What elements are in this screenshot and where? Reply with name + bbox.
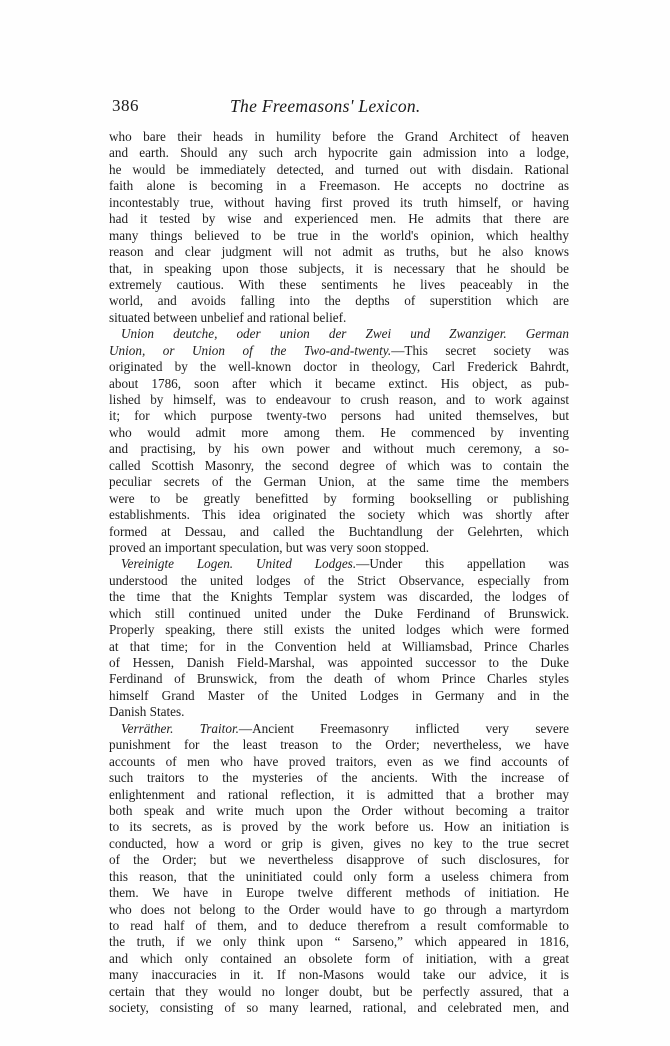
text-line: proved an important speculation, but was very soon stopped. [109, 539, 430, 555]
text-line: had it tested by wise and experienced men. He admits that there are [109, 211, 569, 227]
entry-headword: Union deutche, oder union der Zwei und Zwanziger. German [121, 326, 569, 342]
text-line: and which only contained an obsolete form of initiation, with a great [109, 950, 569, 966]
text-line: himself Grand Master of the United Lodges in Germany and in the [109, 687, 569, 703]
text-line: conducted, how a word or grip is given, gives no key to the true secret [109, 835, 569, 851]
text-line [109, 556, 569, 572]
text-line: world, and avoids falling into the depths of superstition which are [109, 293, 569, 309]
page-number: 386 [112, 96, 139, 115]
text-line: originated by the well-known doctor in theology, Carl Frederick Bahrdt, [109, 359, 569, 375]
text-line: incontestably true, without having first proved its truth himself, or having [109, 194, 569, 210]
running-head [112, 96, 572, 120]
text-line: he would be immediately detected, and turned out with disdain. Rational [109, 161, 569, 177]
text-line: society, consisting of so many learned, rational, and celebrated men, and [109, 1000, 569, 1016]
text-line: accounts of men who have proved traitors, even as we find accounts of [109, 753, 569, 769]
text-line: were to be greatly benefitted by forming bookselling or publishing [109, 490, 569, 506]
text-line: it; for which purpose twenty-two persons had united themselves, but [109, 408, 569, 424]
text-line: who would admit more among them. He commenced by inventing [109, 424, 569, 440]
text-line: understood the united lodges of the Strict Observance, especially from [109, 572, 569, 588]
text-line: Danish States. [109, 704, 185, 720]
text-line [109, 326, 569, 342]
text-line: punishment for the least treason to the Order; nevertheless, we have [109, 737, 569, 753]
text-line: Properly speaking, there still exists the united lodges which were formed [109, 622, 569, 638]
text-line: reason and clear judgment will not admit as truths, but he also knows [109, 244, 569, 260]
text-line: many things believed to be true in the world's opinion, which healthy [109, 227, 569, 243]
text-line: them. We have in Europe twelve different methods of initiation. He [109, 885, 569, 901]
text-line: formed at Dessau, and called the Buchtandlung der Gelehrten, which [109, 523, 569, 539]
paragraph-continuation [109, 129, 569, 326]
text-line: about 1786, soon after which it became extinct. His object, as pub- [109, 375, 569, 391]
text-line: of the Order; but we nevertheless disapprove of such disclosures, for [109, 852, 569, 868]
text-line: many inaccuracies in it. If non-Masons would take our advice, it is [109, 967, 569, 983]
entry-headword: Vereinigte Logen. United Lodges. [121, 556, 357, 572]
text-line: the time that the Knights Templar system was discarded, the lodges of [109, 589, 569, 605]
text-line: certain that they would no longer doubt, but be perfectly assured, that a [109, 983, 569, 999]
entry-text: —Under this appellation was [356, 556, 570, 572]
text-line: both speak and write much upon the Order without becoming a traitor [109, 802, 569, 818]
text-line: the truth, if we only think upon “ Sarseno,” which appeared in 1816, [109, 934, 569, 950]
text-line: situated between unbelief and rational belief. [109, 309, 347, 325]
text-line: and earth. Should any such arch hypocrite gain admission into a lodge, [109, 145, 569, 161]
text-line: that, in speaking upon those subjects, it is necessary that he should be [109, 260, 569, 276]
text-line: establishments. This idea originated the society which was shortly after [109, 507, 569, 523]
body-text [109, 129, 569, 1017]
text-line: to its secrets, as is proved by the work before us. How an initiation is [109, 819, 569, 835]
text-line: faith alone is becoming in a Freemason. He accepts no doctrine as [109, 178, 569, 194]
entry-vereinigte-logen [109, 556, 569, 720]
entry-verrather [109, 721, 569, 1017]
entry-headword: Union, or Union of the Two-and-twenty. [109, 342, 392, 358]
text-line: such traitors to the mysteries of the ancients. With the increase of [109, 770, 569, 786]
text-line: who does not belong to the Order would have to go through a martyrdom [109, 901, 569, 917]
text-line: which still continued united under the Duke Ferdinand of Brunswick. [109, 605, 569, 621]
text-line: who bare their heads in humility before the Grand Architect of heaven [109, 129, 569, 144]
text-line: Ferdinand of Brunswick, from the death of whom Prince Charles styles [109, 671, 569, 687]
text-line: lished by himself, was to endeavour to crush reason, and to work against [109, 392, 569, 407]
text-line: this reason, that the uninitiated could only form a useless chimera from [109, 868, 569, 884]
text-line: at that time; for in the Convention held at Williamsbad, Prince Charles [109, 638, 569, 654]
running-title: The Freemasons' Lexicon. [230, 96, 421, 116]
entry-text: —This secret society was [391, 342, 569, 358]
text-line: and practising, by his own power and without much ceremony, a so- [109, 441, 569, 457]
text-line [109, 721, 569, 737]
text-line: of Hessen, Danish Field-Marshal, was appointed successor to the Duke [109, 655, 569, 670]
text-line: to read half of them, and to deduce therefrom a result comformable to [109, 918, 569, 933]
text-line: enlightenment and rational reflection, it is admitted that a brother may [109, 786, 569, 802]
text-line: called Scottish Masonry, the second degree of which was to contain the [109, 457, 569, 473]
text-line [109, 343, 569, 359]
entry-text: —Ancient Freemasonry inflicted very severe [238, 720, 569, 736]
text-line: extremely cautious. With these sentiments he lives peaceably in the [109, 276, 569, 292]
entry-headword: Verräther. Traitor. [121, 720, 239, 736]
text-line: peculiar secrets of the German Union, at the same time the members [109, 474, 569, 490]
entry-union-deutche [109, 326, 569, 556]
